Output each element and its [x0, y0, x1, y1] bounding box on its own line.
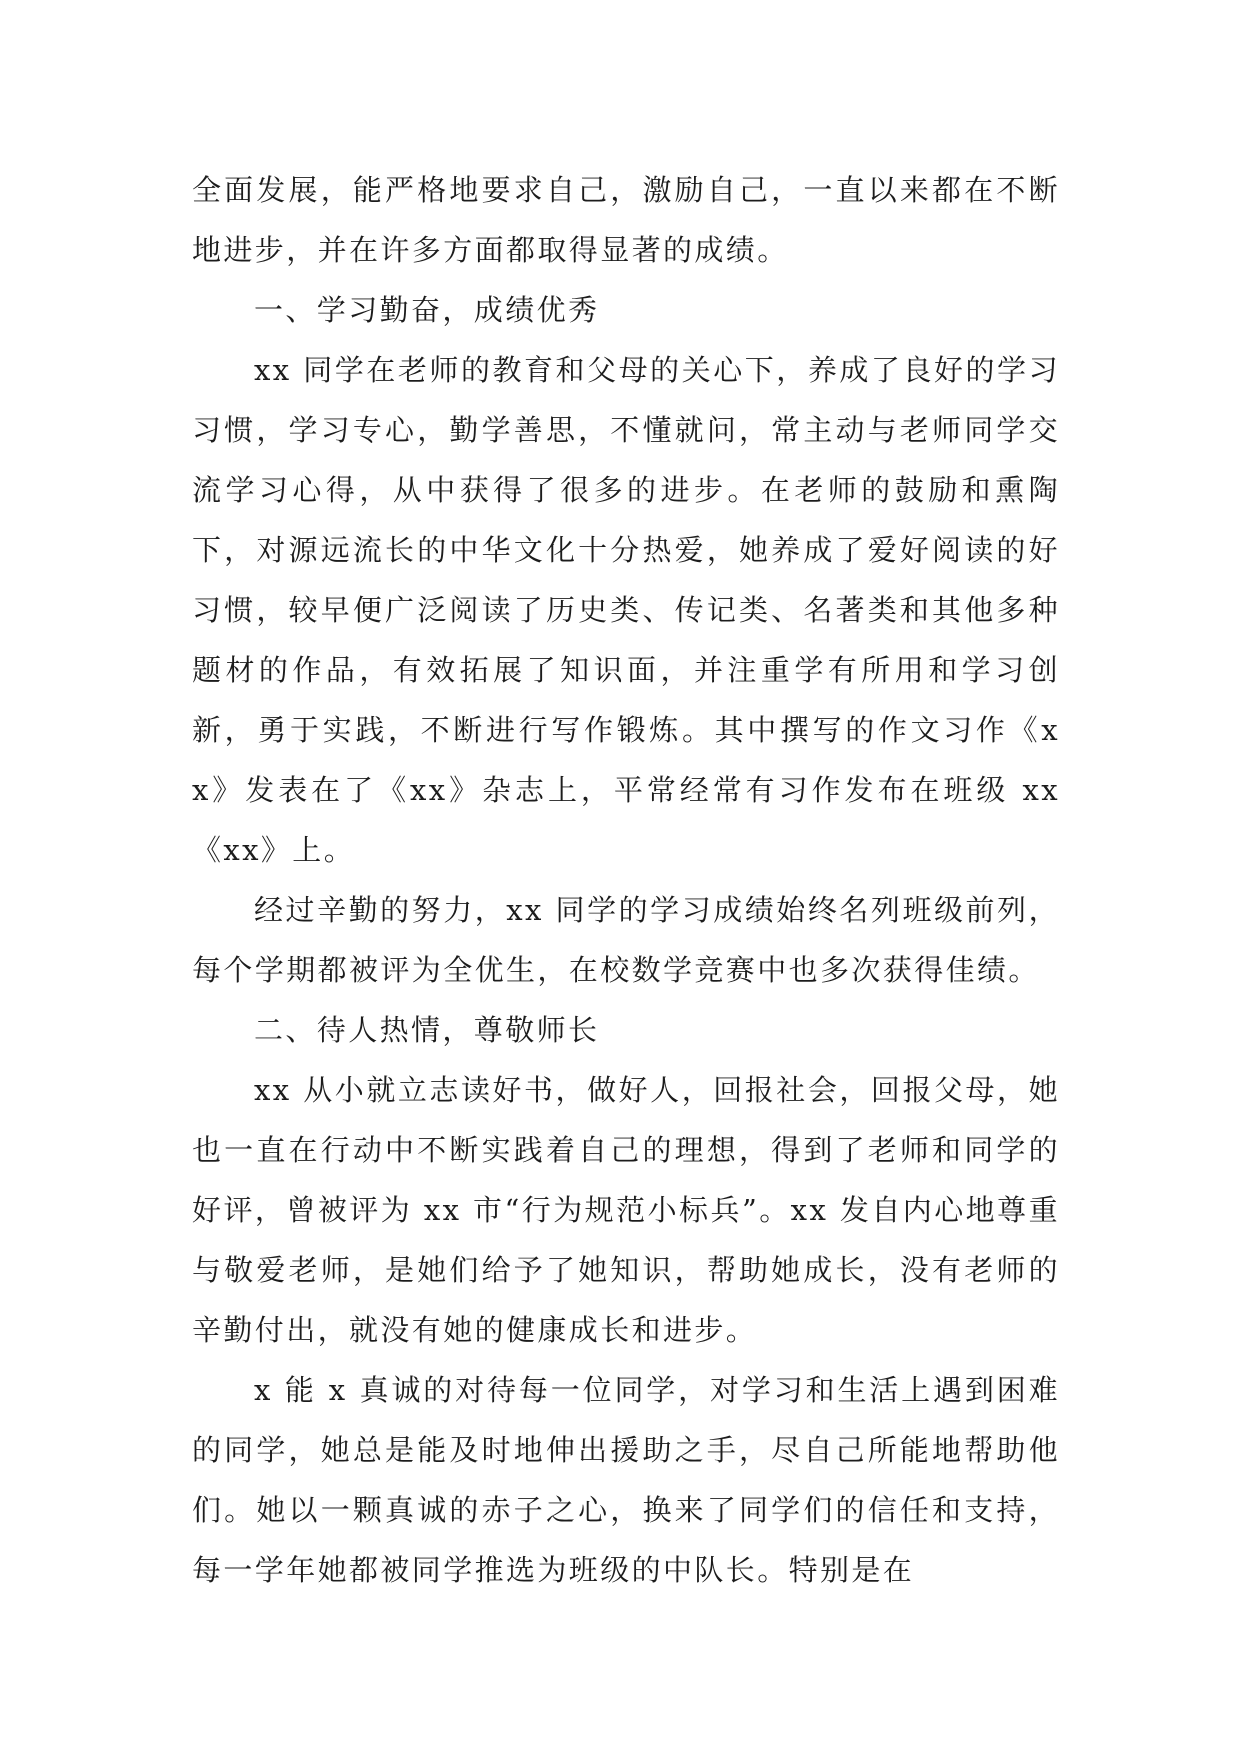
paragraph-respect-teachers: xx 从小就立志读好书，做好人，回报社会，回报父母，她也一直在行动中不断实践着自己的理想，得到了老师和同学的好评，曾被评为 xx 市“行为规范小标兵”。xx 发自内心地尊重与敬爱老师，是她们给予了她知识，帮助她成长，没有老师的辛勤付出，就没有她的健康成长和进步。: [192, 1073, 1060, 1347]
paragraph-help-classmates: x 能 x 真诚的对待每一位同学，对学习和生活上遇到困难的同学，她总是能及时地伸出援助之手，尽自己所能地帮助他们。她以一颗真诚的赤子之心，换来了同学们的信任和支持，每一学年她都被同学推选为班级的中队长。特别是在: [192, 1373, 1060, 1587]
document-body: [192, 160, 1060, 1600]
section-heading-study: 一、学习勤奋，成绩优秀: [254, 293, 600, 327]
paragraph-intro-continuation: 全面发展，能严格地要求自己，激励自己，一直以来都在不断地进步，并在许多方面都取得显著的成绩。: [192, 173, 1060, 267]
section-heading-respect: 二、待人热情，尊敬师长: [254, 1013, 600, 1047]
paragraph-study-results: 经过辛勤的努力，xx 同学的学习成绩始终名列班级前列，每个学期都被评为全优生，在校数学竞赛中也多次获得佳绩。: [192, 893, 1060, 987]
paragraph-study-habits: xx 同学在老师的教育和父母的关心下，养成了良好的学习习惯，学习专心，勤学善思，不懂就问，常主动与老师同学交流学习心得，从中获得了很多的进步。在老师的鼓励和熏陶下，对源远流长的中华文化十分热爱，她养成了爱好阅读的好习惯，较早便广泛阅读了历史类、传记类、名著类和其他多种题材的作品，有效拓展了知识面，并注重学有所用和学习创新，勇于实践，不断进行写作锻炼。其中撰写的作文习作《xx》发表在了《xx》杂志上，平常经常有习作发布在班级 xx《xx》上。: [192, 353, 1060, 867]
